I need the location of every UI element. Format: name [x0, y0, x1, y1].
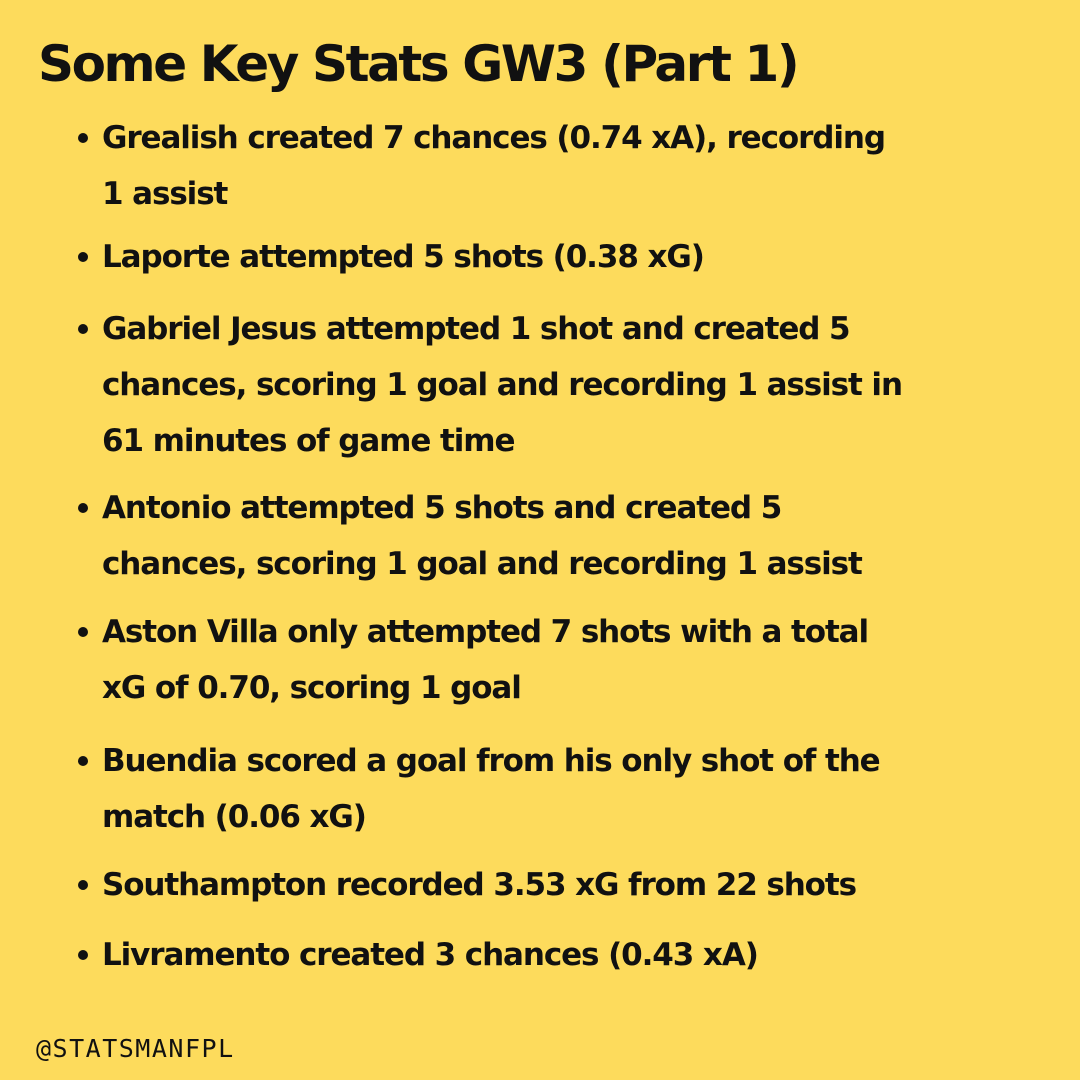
page-title: Some Key Stats GW3 (Part 1) — [38, 35, 798, 93]
bullet-dot-icon — [78, 950, 88, 960]
bullet-dot-icon — [78, 627, 88, 637]
stat-line: Aston Villa only attempted 7 shots with a total — [102, 614, 869, 650]
stat-line: Laporte attempted 5 shots (0.38 xG) — [102, 239, 704, 275]
stat-line: xG of 0.70, scoring 1 goal — [102, 670, 521, 706]
bullet-dot-icon — [78, 503, 88, 513]
stat-line: Gabriel Jesus attempted 1 shot and created 5 — [102, 311, 850, 347]
stat-line: Livramento created 3 chances (0.43 xA) — [102, 937, 758, 973]
stat-line: Southampton recorded 3.53 xG from 22 shots — [102, 867, 856, 903]
stat-line: Buendia scored a goal from his only shot of the — [102, 743, 880, 779]
author-handle: @STATSMANFPL — [36, 1034, 235, 1063]
stat-line: 61 minutes of game time — [102, 423, 515, 459]
bullet-dot-icon — [78, 133, 88, 143]
bullet-dot-icon — [78, 252, 88, 262]
stat-line: Antonio attempted 5 shots and created 5 — [102, 490, 782, 526]
stat-line: Grealish created 7 chances (0.74 xA), recording — [102, 120, 885, 156]
stat-line: chances, scoring 1 goal and recording 1 assist — [102, 546, 862, 582]
bullet-dot-icon — [78, 324, 88, 334]
stat-line: 1 assist — [102, 176, 228, 212]
bullet-dot-icon — [78, 880, 88, 890]
stat-line: chances, scoring 1 goal and recording 1 assist in — [102, 367, 902, 403]
bullet-dot-icon — [78, 756, 88, 766]
stat-line: match (0.06 xG) — [102, 799, 366, 835]
